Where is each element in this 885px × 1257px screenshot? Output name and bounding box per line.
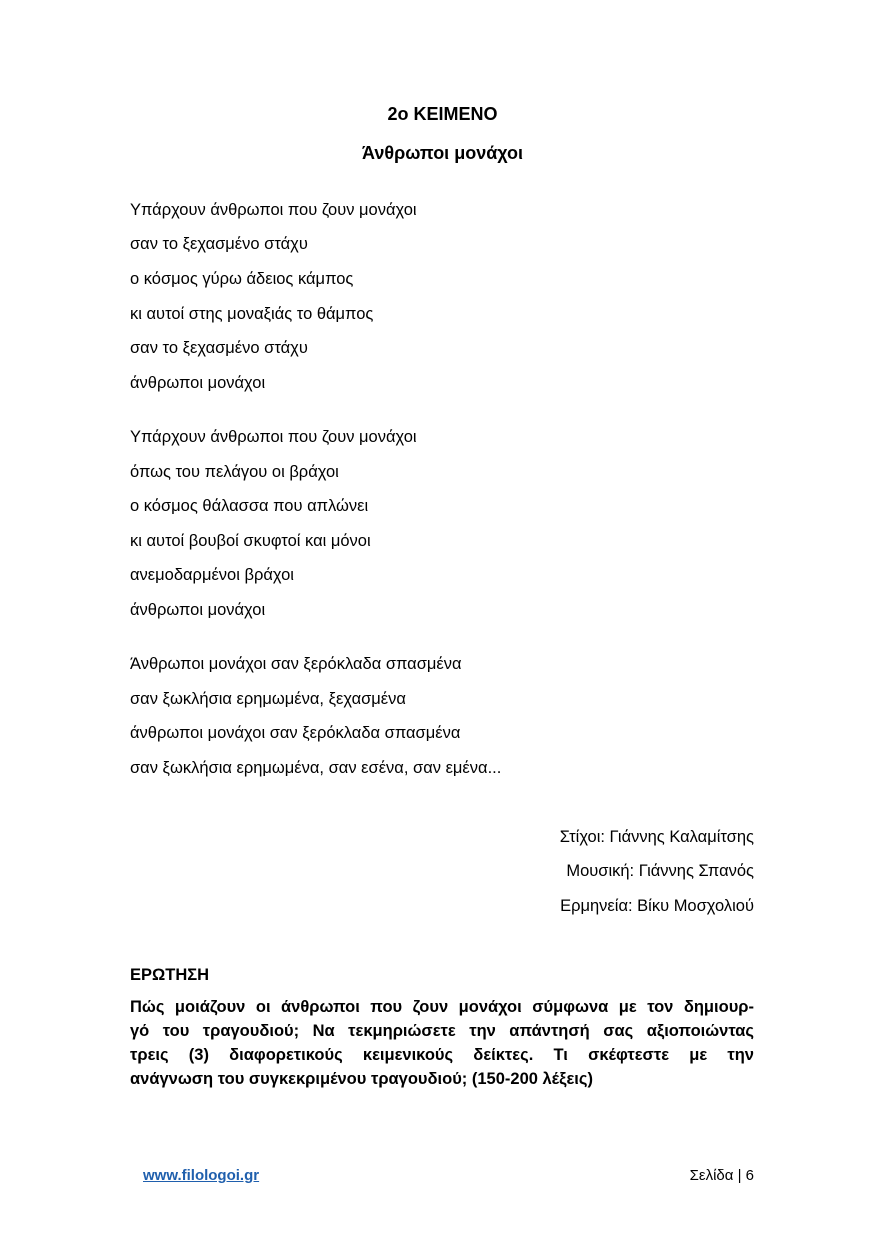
music-credit: Μουσική: Γιάννης Σπανός [566,862,754,880]
question-text [130,995,754,1091]
poem-line: κι αυτοί βουβοί σκυφτοί και μόνοι [130,532,371,550]
question-line: τρεις (3) διαφορετικούς κειμενικούς δείκτες. Τι σκέφτεστε με την [130,1046,754,1064]
website-link[interactable]: www.filologoi.gr [143,1167,260,1184]
lyrics-credit: Στίχοι: Γιάννης Καλαμίτσης [559,828,754,846]
question-line: Πώς μοιάζουν οι άνθρωποι που ζουν μονάχοι σύμφωνα με τον δημιουρ- [130,998,754,1016]
performer-credit: Ερμηνεία: Βίκυ Μοσχολιού [560,897,754,915]
poem-line: Υπάρχουν άνθρωποι που ζουν μονάχοι [130,201,417,219]
poem-title: Άνθρωποι μονάχοι [362,143,523,163]
question-line: γό του τραγουδιού; Να τεκμηριώσετε την απάντησή σας αξιοποιώντας [130,1022,754,1040]
poem-line: όπως του πελάγου οι βράχοι [130,463,339,481]
poem-line: σαν το ξεχασμένο στάχυ [130,235,308,253]
page-number: Σελίδα | 6 [689,1167,754,1184]
poem-line: σαν ξωκλήσια ερημωμένα, ξεχασμένα [130,690,406,708]
poem-line: άνθρωποι μονάχοι σαν ξερόκλαδα σπασμένα [130,724,461,742]
poem-line: ο κόσμος θάλασσα που απλώνει [130,497,369,515]
poem-line: κι αυτοί στης μοναξιάς το θάμπος [130,305,374,323]
poem-line: άνθρωποι μονάχοι [130,374,266,392]
poem-line: ο κόσμος γύρω άδειος κάμπος [130,270,354,288]
poem-line: σαν ξωκλήσια ερημωμένα, σαν εσένα, σαν εμένα... [130,759,502,777]
question-line: ανάγνωση του συγκεκριμένου τραγουδιού; (150-200 λέξεις) [130,1070,593,1088]
poem-line: ανεμοδαρμένοι βράχοι [130,566,294,584]
section-title: 2ο ΚΕΙΜΕΝΟ [387,104,498,124]
poem-line: σαν το ξεχασμένο στάχυ [130,339,308,357]
poem-line: Υπάρχουν άνθρωποι που ζουν μονάχοι [130,428,417,446]
poem-line: άνθρωποι μονάχοι [130,601,266,619]
question-heading: ΕΡΩΤΗΣΗ [130,966,210,984]
poem-line: Άνθρωποι μονάχοι σαν ξερόκλαδα σπασμένα [130,655,462,673]
